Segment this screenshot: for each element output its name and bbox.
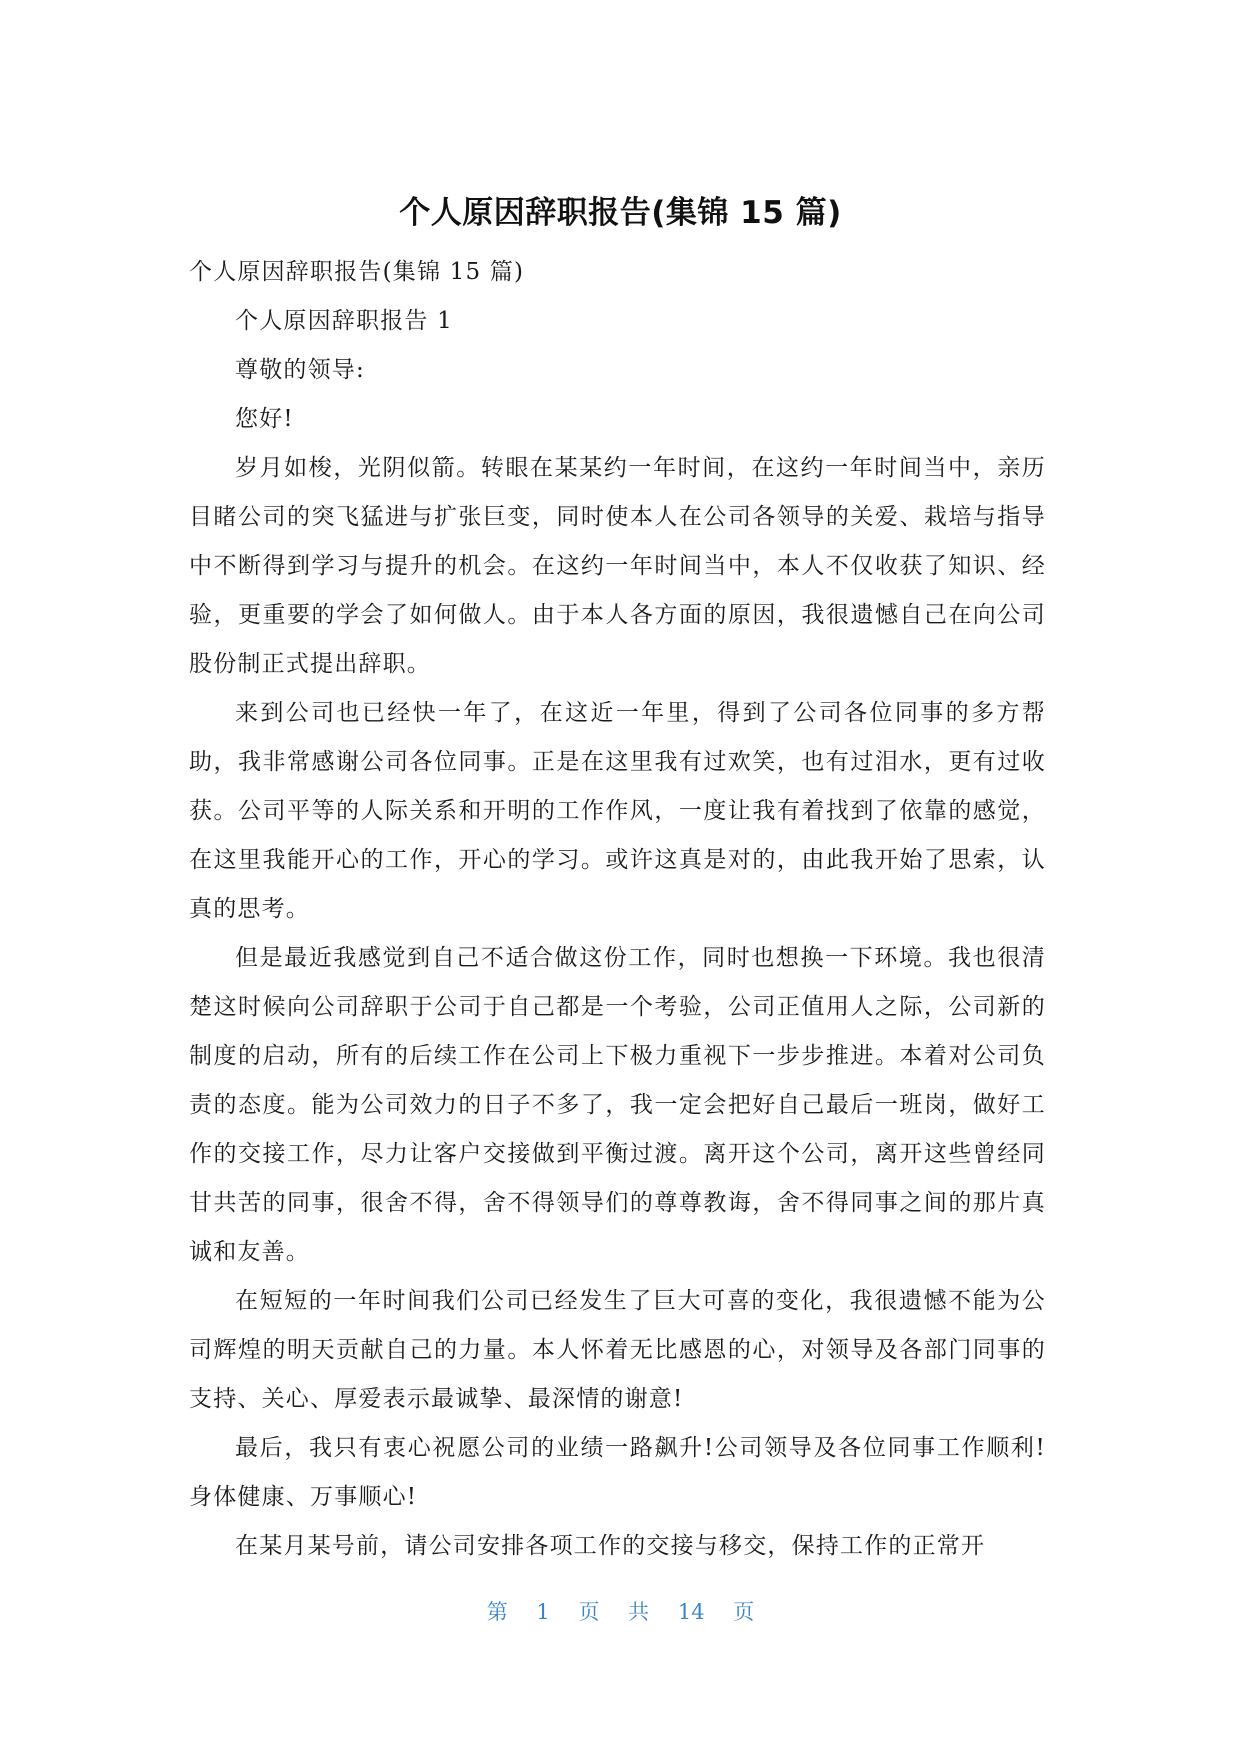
document-subtitle: 个人原因辞职报告(集锦 15 篇) [189,259,525,285]
body-paragraph: 岁月如梭，光阴似箭。转眼在某某约一年时间，在这约一年时间当中，亲历目睹公司的突飞猛进与扩张巨变，同时使本人在公司各领导的关爱、栽培与指导中不断得到学习与提升的机会。在这约一年时间当中，本人不仅收获了知识、经验，更重要的学会了如何做人。由于本人各方面的原因，我很遗憾自己在向公司股份制正式提出辞职。 [189,455,1046,677]
footer-word: 页 [578,1600,600,1624]
page-footer [0,1597,1241,1627]
document-title: 个人原因辞职报告(集锦 15 篇) [399,195,842,231]
footer-total-pages: 14 [677,1600,705,1624]
body-paragraph: 最后，我只有衷心祝愿公司的业绩一路飙升!公司领导及各位同事工作顺利!身体健康、万事顺心! [189,1435,1046,1510]
document-body [189,248,1046,1571]
salutation: 尊敬的领导: [235,357,365,383]
body-paragraph: 来到公司也已经快一年了，在这近一年里，得到了公司各位同事的多方帮助，我非常感谢公司各位同事。正是在这里我有过欢笑，也有过泪水，更有过收获。公司平等的人际关系和开明的工作作风，一度让我有着找到了依靠的感觉，在这里我能开心的工作，开心的学习。或许这真是对的，由此我开始了思索，认真的思考。 [189,700,1046,922]
section-heading: 个人原因辞职报告 1 [235,308,453,334]
footer-word: 第 [486,1600,508,1624]
greeting: 您好! [235,406,294,432]
body-paragraph: 在短短的一年时间我们公司已经发生了巨大可喜的变化，我很遗憾不能为公司辉煌的明天贡献自己的力量。本人怀着无比感恩的心，对领导及各部门同事的支持、关心、厚爱表示最诚挚、最深情的谢意! [189,1288,1046,1412]
body-paragraph: 在某月某号前，请公司安排各项工作的交接与移交，保持工作的正常开 [235,1533,986,1559]
footer-page-number: 1 [536,1600,550,1624]
body-paragraph: 但是最近我感觉到自己不适合做这份工作，同时也想换一下环境。我也很清楚这时候向公司辞职于公司于自己都是一个考验，公司正值用人之际，公司新的制度的启动，所有的后续工作在公司上下极力重视下一步步推进。本着对公司负责的态度。能为公司效力的日子不多了，我一定会把好自己最后一班岗，做好工作的交接工作，尽力让客户交接做到平衡过渡。离开这个公司，离开这些曾经同甘共苦的同事，很舍不得，舍不得领导们的尊尊教诲，舍不得同事之间的那片真诚和友善。 [189,945,1046,1265]
footer-word: 页 [733,1600,755,1624]
footer-word: 共 [628,1600,650,1624]
